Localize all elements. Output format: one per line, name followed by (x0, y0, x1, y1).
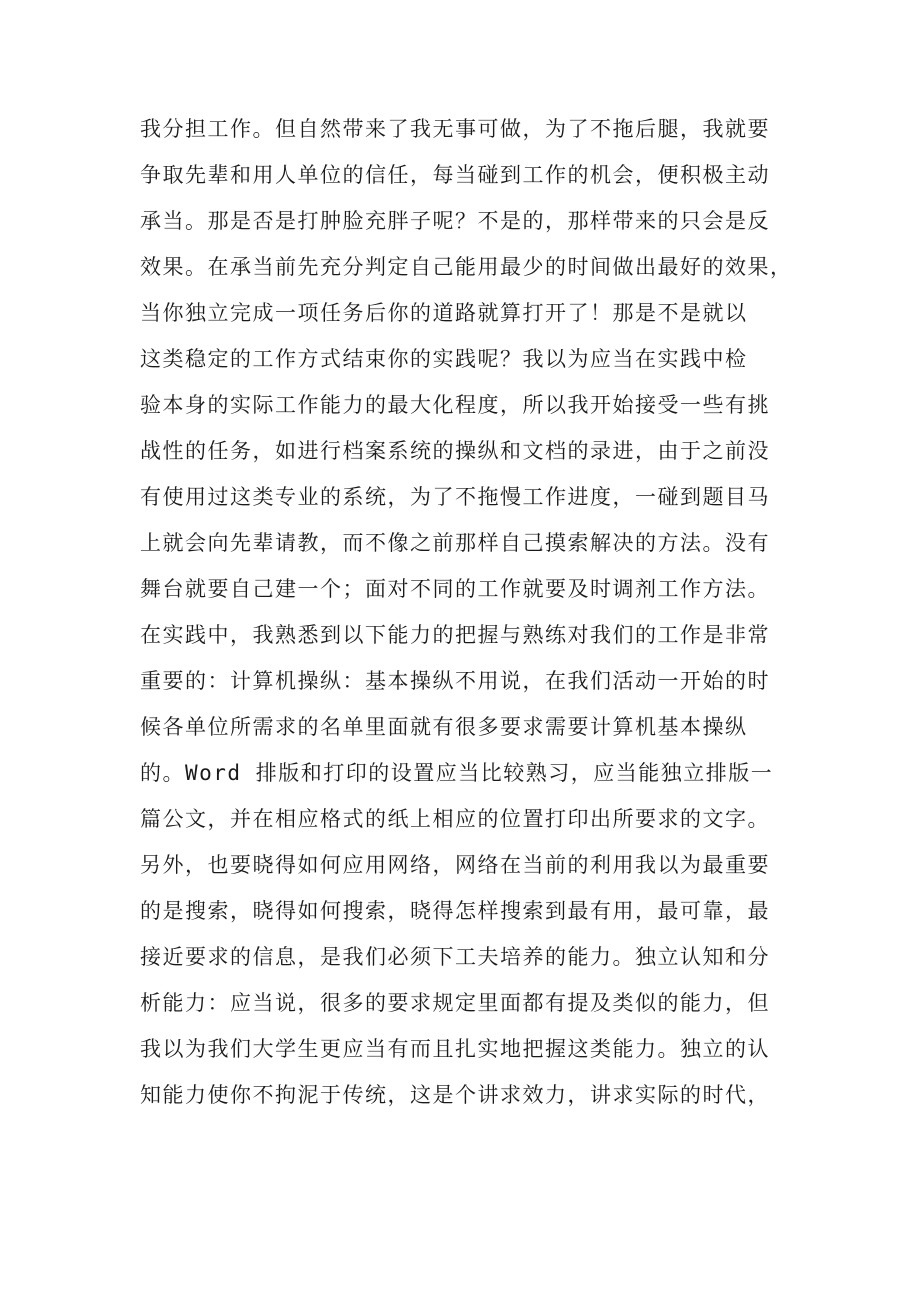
text-line: 的是搜索，晓得如何搜索，晓得怎样搜索到最有用，最可靠，最 (140, 899, 770, 923)
text-line: 候各单位所需求的名单里面就有很多要求需要计算机基本操纵 (140, 715, 748, 739)
text-line: 这类稳定的工作方式结束你的实践呢？我以为应当在实践中检 (140, 347, 748, 371)
text-line: 战性的任务，如进行档案系统的操纵和文档的录进，由于之前没 (140, 439, 770, 463)
text-line: 我以为我们大学生更应当有而且扎实地把握这类能力。独立的认 (140, 1037, 770, 1061)
text-line: 另外，也要晓得如何应用网络，网络在当前的利用我以为最重要 (140, 853, 770, 877)
body-text (140, 106, 800, 1118)
text-line: 接近要求的信息，是我们必须下工夫培养的能力。独立认知和分 (140, 945, 770, 969)
text-line: 篇公文，并在相应格式的纸上相应的位置打印出所要求的文字。 (140, 807, 770, 831)
text-line: 承当。那是否是打肿脸充胖子呢？不是的，那样带来的只会是反 (140, 209, 770, 233)
text-line: 争取先辈和用人单位的信任，每当碰到工作的机会，便积极主动 (140, 163, 770, 187)
text-line: 知能力使你不拘泥于传统，这是个讲求效力，讲求实际的时代， (140, 1083, 770, 1107)
text-line: 舞台就要自己建一个；面对不同的工作就要及时调剂工作方法。 (140, 577, 770, 601)
text-line: 析能力：应当说，很多的要求规定里面都有提及类似的能力，但 (140, 991, 770, 1015)
text-line: 有使用过这类专业的系统，为了不拖慢工作进度，一碰到题目马 (140, 485, 770, 509)
text-line: 重要的：计算机操纵：基本操纵不用说，在我们活动一开始的时 (140, 669, 770, 693)
text-line: 的。Word 排版和打印的设置应当比较熟习，应当能独立排版一 (140, 761, 774, 785)
text-line: 当你独立完成一项任务后你的道路就算打开了！那是不是就以 (140, 301, 748, 325)
text-line: 我分担工作。但自然带来了我无事可做，为了不拖后腿，我就要 (140, 117, 770, 141)
text-line: 上就会向先辈请教，而不像之前那样自己摸索解决的方法。没有 (140, 531, 770, 555)
text-line: 效果。在承当前先充分判定自己能用最少的时间做出最好的效果， (140, 255, 793, 279)
text-line: 验本身的实际工作能力的最大化程度，所以我开始接受一些有挑 (140, 393, 770, 417)
text-line: 在实践中，我熟悉到以下能力的把握与熟练对我们的工作是非常 (140, 623, 770, 647)
